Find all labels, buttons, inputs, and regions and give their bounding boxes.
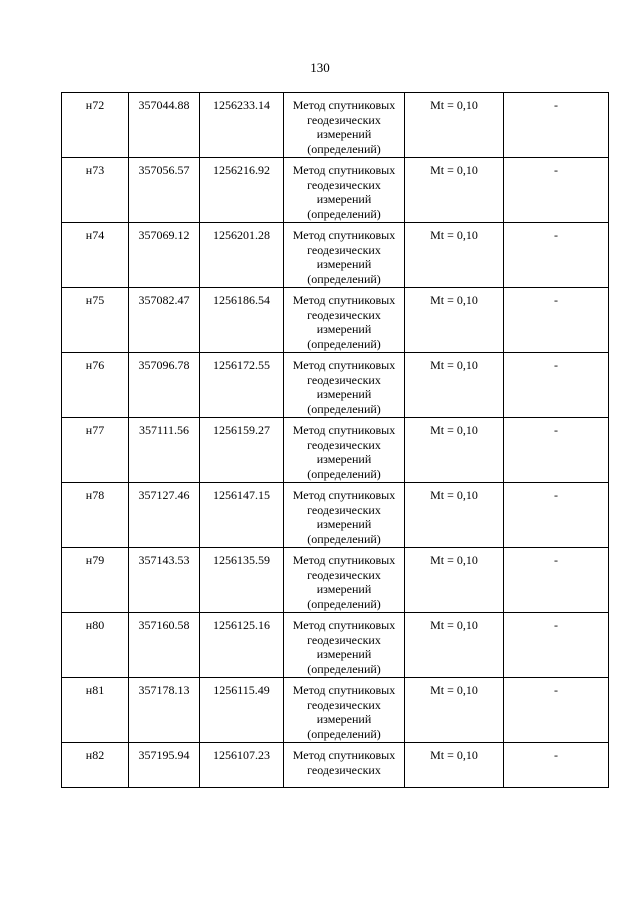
accuracy-cell: Mt = 0,10 [405, 548, 504, 613]
method-cell: Метод спутниковых геодезических измерений (определений) [284, 678, 405, 743]
y-coordinate-cell: 1256125.16 [200, 613, 284, 678]
point-cell: н72 [62, 93, 129, 158]
y-coordinate-cell: 1256115.49 [200, 678, 284, 743]
method-cell: Метод спутниковых геодезических измерений (определений) [284, 93, 405, 158]
table-row [62, 223, 609, 288]
coordinates-table [61, 92, 609, 788]
method-cell: Метод спутниковых геодезических измерений (определений) [284, 613, 405, 678]
x-coordinate-cell: 357143.53 [129, 548, 200, 613]
accuracy-cell: Mt = 0,10 [405, 678, 504, 743]
accuracy-cell: Mt = 0,10 [405, 223, 504, 288]
x-coordinate-cell: 357160.58 [129, 613, 200, 678]
y-coordinate-cell: 1256159.27 [200, 418, 284, 483]
note-cell: - [504, 678, 609, 743]
accuracy-cell: Mt = 0,10 [405, 483, 504, 548]
accuracy-cell: Mt = 0,10 [405, 288, 504, 353]
method-cell: Метод спутниковых геодезических измерений (определений) [284, 158, 405, 223]
table-row [62, 743, 609, 788]
accuracy-cell: Mt = 0,10 [405, 158, 504, 223]
method-cell: Метод спутниковых геодезических измерений (определений) [284, 223, 405, 288]
note-cell: - [504, 158, 609, 223]
note-cell: - [504, 548, 609, 613]
x-coordinate-cell: 357069.12 [129, 223, 200, 288]
y-coordinate-cell: 1256147.15 [200, 483, 284, 548]
note-cell: - [504, 288, 609, 353]
method-cell: Метод спутниковых геодезических измерений (определений) [284, 353, 405, 418]
accuracy-cell: Mt = 0,10 [405, 353, 504, 418]
x-coordinate-cell: 357127.46 [129, 483, 200, 548]
point-cell: н77 [62, 418, 129, 483]
table-row [62, 93, 609, 158]
y-coordinate-cell: 1256201.28 [200, 223, 284, 288]
table-row [62, 418, 609, 483]
point-cell: н78 [62, 483, 129, 548]
point-cell: н74 [62, 223, 129, 288]
table-row [62, 613, 609, 678]
x-coordinate-cell: 357195.94 [129, 743, 200, 788]
method-text: Метод спутниковых геодезических [292, 748, 396, 777]
note-cell: - [504, 613, 609, 678]
note-cell: - [504, 743, 609, 788]
y-coordinate-cell: 1256172.55 [200, 353, 284, 418]
accuracy-cell: Mt = 0,10 [405, 743, 504, 788]
x-coordinate-cell: 357056.57 [129, 158, 200, 223]
table-row [62, 353, 609, 418]
table-row [62, 483, 609, 548]
x-coordinate-cell: 357082.47 [129, 288, 200, 353]
table-row [62, 678, 609, 743]
method-cell [284, 743, 405, 788]
note-cell: - [504, 483, 609, 548]
point-cell: н82 [62, 743, 129, 788]
note-cell: - [504, 353, 609, 418]
accuracy-cell: Mt = 0,10 [405, 93, 504, 158]
coordinates-table-body [62, 93, 609, 788]
point-cell: н81 [62, 678, 129, 743]
x-coordinate-cell: 357096.78 [129, 353, 200, 418]
x-coordinate-cell: 357044.88 [129, 93, 200, 158]
note-cell: - [504, 418, 609, 483]
point-cell: н73 [62, 158, 129, 223]
method-cell: Метод спутниковых геодезических измерений (определений) [284, 548, 405, 613]
x-coordinate-cell: 357178.13 [129, 678, 200, 743]
y-coordinate-cell: 1256107.23 [200, 743, 284, 788]
y-coordinate-cell: 1256186.54 [200, 288, 284, 353]
note-cell: - [504, 93, 609, 158]
point-cell: н80 [62, 613, 129, 678]
y-coordinate-cell: 1256216.92 [200, 158, 284, 223]
point-cell: н75 [62, 288, 129, 353]
note-cell: - [504, 223, 609, 288]
method-cell: Метод спутниковых геодезических измерений (определений) [284, 418, 405, 483]
page-number: 130 [310, 60, 330, 75]
accuracy-cell: Mt = 0,10 [405, 613, 504, 678]
table-row [62, 158, 609, 223]
method-cell: Метод спутниковых геодезических измерений (определений) [284, 483, 405, 548]
accuracy-cell: Mt = 0,10 [405, 418, 504, 483]
y-coordinate-cell: 1256135.59 [200, 548, 284, 613]
x-coordinate-cell: 357111.56 [129, 418, 200, 483]
method-cell: Метод спутниковых геодезических измерений (определений) [284, 288, 405, 353]
table-row [62, 548, 609, 613]
y-coordinate-cell: 1256233.14 [200, 93, 284, 158]
table-row [62, 288, 609, 353]
point-cell: н76 [62, 353, 129, 418]
point-cell: н79 [62, 548, 129, 613]
